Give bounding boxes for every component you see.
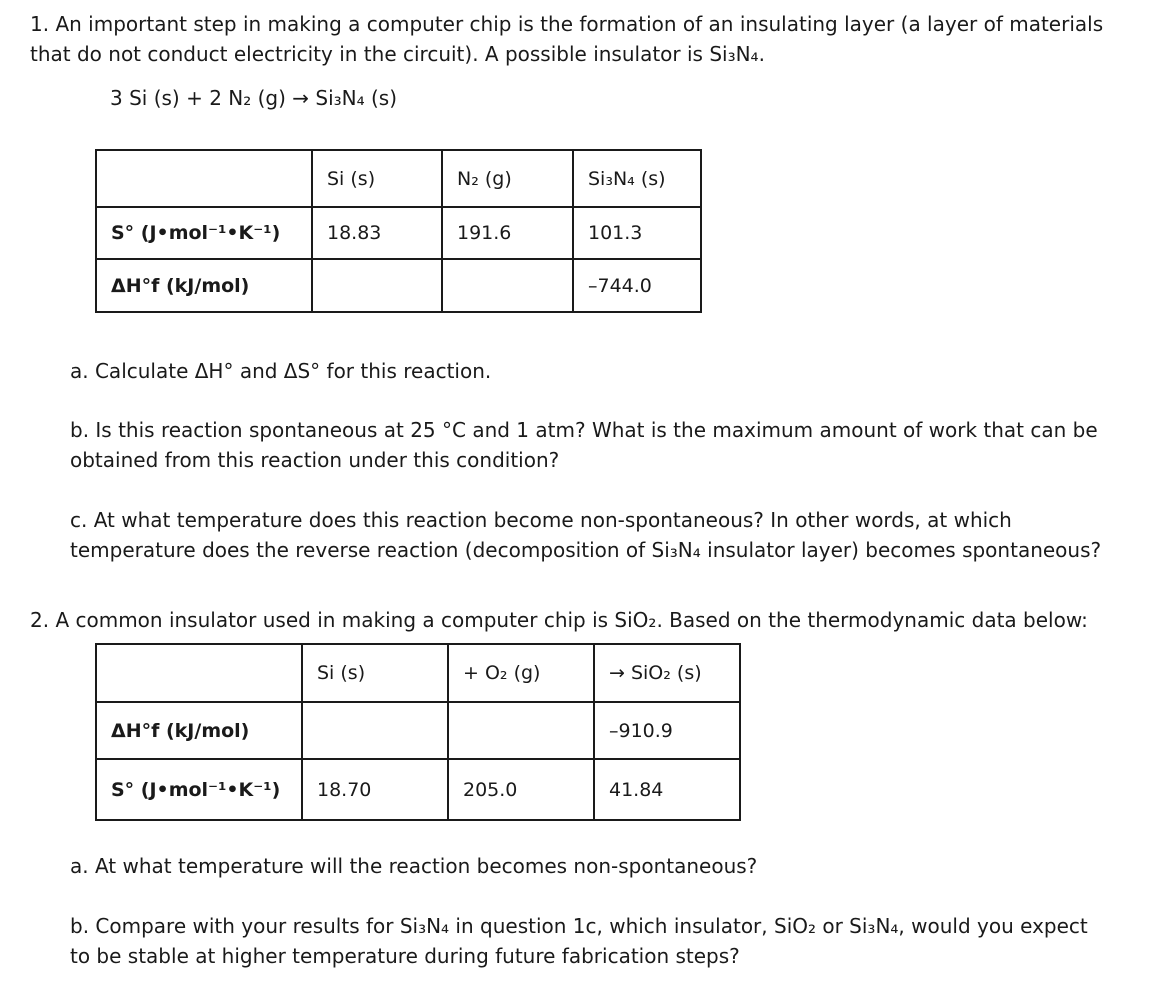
q1-equation: 3 Si (s) + 2 N₂ (g) → Si₃N₄ (s)	[110, 86, 398, 110]
q2-header-sio2: → SiO₂ (s)	[594, 644, 740, 702]
q2-cell-entropy-sio2: 41.84	[594, 759, 740, 820]
q1-part-c-line2: temperature does the reverse reaction (decomposition of Si₃N₄ insulator layer) becomes spontaneous?	[70, 538, 1102, 562]
q2-data-table	[95, 643, 741, 821]
q2-header-si: Si (s)	[302, 644, 448, 702]
q1-intro-line2: that do not conduct electricity in the circuit). A possible insulator is Si₃N₄.	[30, 42, 765, 66]
q1-header-n2: N₂ (g)	[442, 150, 573, 207]
q2-row-label-entropy: S° (J•mol⁻¹•K⁻¹)	[96, 759, 302, 820]
q1-cell-entropy-si: 18.83	[312, 207, 442, 259]
q2-cell-enthalpy-si	[302, 702, 448, 759]
q2-cell-entropy-si: 18.70	[302, 759, 448, 820]
q1-table-row-entropy	[96, 207, 701, 259]
q2-header-blank	[96, 644, 302, 702]
q2-table-row-enthalpy	[96, 702, 740, 759]
q1-table-row-enthalpy	[96, 259, 701, 312]
q1-row-label-enthalpy: ΔH°f (kJ/mol)	[96, 259, 312, 312]
q1-table-header-row	[96, 150, 701, 207]
q1-header-si: Si (s)	[312, 150, 442, 207]
q1-cell-entropy-si3n4: 101.3	[573, 207, 701, 259]
q2-part-a: a. At what temperature will the reaction becomes non-spontaneous?	[70, 854, 758, 878]
q2-row-label-enthalpy: ΔH°f (kJ/mol)	[96, 702, 302, 759]
q1-header-blank	[96, 150, 312, 207]
q1-cell-entropy-n2: 191.6	[442, 207, 573, 259]
q1-row-label-entropy: S° (J•mol⁻¹•K⁻¹)	[96, 207, 312, 259]
q2-cell-entropy-o2: 205.0	[448, 759, 594, 820]
q1-cell-enthalpy-si	[312, 259, 442, 312]
q1-part-c-line1: c. At what temperature does this reaction become non-spontaneous? In other words, at which	[70, 508, 1012, 532]
q2-cell-enthalpy-sio2: –910.9	[594, 702, 740, 759]
q1-cell-enthalpy-n2	[442, 259, 573, 312]
q1-intro-line1: 1. An important step in making a computer chip is the formation of an insulating layer (a layer of materials	[30, 12, 1104, 36]
q2-table-header-row	[96, 644, 740, 702]
q2-part-b-line2: to be stable at higher temperature during future fabrication steps?	[70, 944, 740, 968]
q1-header-si3n4: Si₃N₄ (s)	[573, 150, 701, 207]
q1-part-b-line2: obtained from this reaction under this condition?	[70, 448, 560, 472]
q1-part-b-line1: b. Is this reaction spontaneous at 25 °C and 1 atm? What is the maximum amount of work that can be	[70, 418, 1098, 442]
q2-cell-enthalpy-o2	[448, 702, 594, 759]
q2-header-o2: + O₂ (g)	[448, 644, 594, 702]
q2-intro: 2. A common insulator used in making a computer chip is SiO₂. Based on the thermodynamic data below:	[30, 608, 1088, 632]
q1-cell-enthalpy-si3n4: –744.0	[573, 259, 701, 312]
q1-part-a: a. Calculate ΔH° and ΔS° for this reaction.	[70, 359, 492, 383]
q2-table-row-entropy	[96, 759, 740, 820]
q2-part-b-line1: b. Compare with your results for Si₃N₄ in question 1c, which insulator, SiO₂ or Si₃N₄, would you expect	[70, 914, 1088, 938]
q1-data-table	[95, 149, 702, 313]
